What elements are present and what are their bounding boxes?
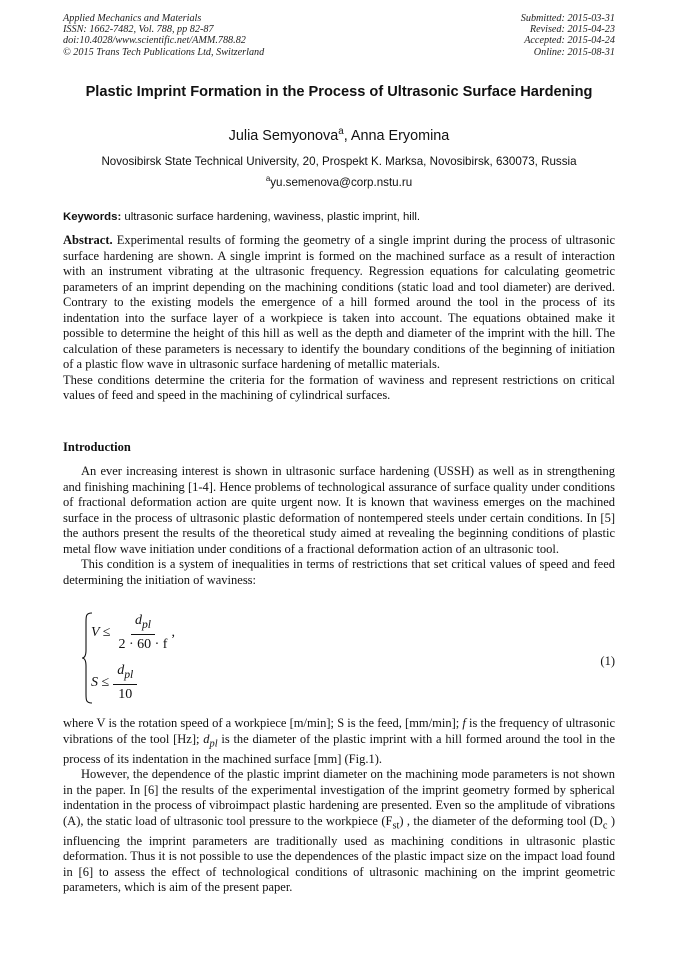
- affiliation-marker: a: [265, 174, 271, 184]
- subscript: pl: [209, 738, 218, 749]
- body-continued: [63, 716, 615, 896]
- journal-name: Applied Mechanics and Materials: [63, 13, 202, 24]
- paragraph: [63, 767, 615, 896]
- subscript: c: [602, 820, 608, 831]
- author-name: Anna Eryomina: [350, 128, 450, 144]
- equation-1: [63, 610, 615, 710]
- subscript: pl: [141, 617, 152, 631]
- text-run: is the frequency of ultrasonic vibrations of the tool [Hz];: [63, 716, 615, 746]
- affiliation-marker: a: [338, 126, 344, 138]
- journal-doi: doi:10.4028/www.scientific.net/AMM.788.82: [63, 35, 246, 47]
- text-run: where V is the rotation speed of a workpiece [m/min]; S is the feed, [mm/min];: [63, 716, 463, 730]
- fraction-denominator: 2 · 60 · f: [118, 636, 168, 652]
- keywords-label: Keywords:: [63, 211, 122, 223]
- section-heading: Introduction: [63, 440, 131, 454]
- equation-row-feed: [91, 662, 137, 704]
- fraction: [113, 662, 137, 704]
- keywords: [63, 211, 615, 223]
- symbol: d: [134, 613, 142, 628]
- text-run: is the diameter of the plastic imprint with a hill formed around the tool in the process of its indentation in the machined surface [mm] (Fig.1).: [63, 731, 615, 766]
- equation-row-speed: [91, 612, 175, 654]
- text-run: ) , the diameter of the deforming tool (D: [399, 813, 603, 828]
- keywords-text: ultrasonic surface hardening, waviness, plastic imprint, hill.: [121, 211, 421, 223]
- journal-copyright: © 2015 Trans Tech Publications Ltd, Switzerland: [63, 46, 265, 58]
- introduction-section: [63, 464, 615, 588]
- text-run: ) influencing the imprint parameters are traditionally used as machining conditions in ultrasonic plastic deformation. Thus it is not possible to use the dependences of the plastic impact size on the impact load found in [6] to assess the effect of technological conditions of ultrasonic machining on the imprint geometric parameters, which is aim of the present paper.: [63, 813, 615, 894]
- subscript: st: [392, 820, 400, 831]
- abstract-paragraph: [63, 233, 615, 373]
- date-online: Online: 2015-08-31: [533, 46, 615, 58]
- abstract-label: Abstract.: [63, 233, 113, 247]
- author-email: [63, 176, 615, 189]
- fraction-numerator: [131, 612, 155, 635]
- fraction-numerator: [113, 662, 137, 685]
- affiliation: Novosibirsk State Technical University, 20, Prospekt K. Marksa, Novosibirsk, 630073, Russia: [101, 155, 577, 168]
- symbol: d: [203, 731, 210, 746]
- journal-info: [63, 13, 264, 58]
- equation-lhs: V ≤: [91, 624, 111, 640]
- author-name: Julia Semyonova: [228, 128, 339, 144]
- subscript: pl: [124, 667, 134, 681]
- date-revised: Revised: 2015-04-23: [529, 24, 615, 36]
- paper-title: Plastic Imprint Formation in the Process of Ultrasonic Surface Hardening: [85, 84, 593, 100]
- abstract: [63, 233, 615, 404]
- date-accepted: Accepted: 2015-04-24: [524, 35, 615, 47]
- author-list: [63, 128, 615, 144]
- fraction: [114, 612, 171, 654]
- symbol: d: [117, 663, 125, 678]
- journal-issn: ISSN: 1662-7482, Vol. 788, pp 82-87: [63, 24, 214, 36]
- paragraph: An ever increasing interest is shown in ultrasonic surface hardening (USSH) as well as in strengthening and finishing machining [1-4]. Hence problems of technological assurance of surface quality under conditions of fractional deformation action are quite urgent now. It is known that waviness emerges on the machined surface in the process of ultrasonic plastic deformation of nontempered steels under certain conditions. In [5] the authors present the results of the theoretical study aimed at revealing the beginning conditions of plastic metal flow wave initiation under conditions of a fractional deformation action of an ultrasonic tool.: [63, 464, 615, 556]
- equation-lhs: S ≤: [91, 674, 110, 690]
- author-separator: ,: [343, 128, 351, 144]
- text-run: However, the dependence of the plastic imprint diameter on the machining mode parameters is not shown in the paper. In [6] the results of the experimental investigation of the imprint geometry formed by spherical indentation in the process of vibroimpact plastic hardening are presented. Even so the amplitude of vibrations (A), the static load of ultrasonic tool pressure to the workpiece (F: [63, 767, 615, 828]
- date-submitted: Submitted: 2015-03-31: [520, 13, 615, 24]
- fraction-denominator: 10: [118, 686, 133, 702]
- abstract-text: Experimental results of forming the geometry of a single imprint during the process of ultrasonic surface hardening are shown. A single imprint is formed on the machined surface as a result of interaction with an instrument vibrating at the ultrasonic frequency. Regression equations for calculating geometric parameters of an imprint depending on the machining conditions (static load and tool diameter) are derived. Contrary to the existing models the emergence of a hill formed around the tool in the process of its indentation into the surface layer of a workpiece is taken into account. The equations obtained make it possible to determine the height of this hill as well as the depth and diameter of the imprint with the hill. The calculation of these parameters is necessary to identify the boundary conditions of the beginning of initiation of a plastic flow wave in ultrasonic surface hardening of metallic materials.: [63, 233, 615, 371]
- symbol: f: [462, 716, 466, 730]
- equation-comma: ,: [171, 624, 175, 640]
- submission-dates: [521, 13, 615, 58]
- paragraph: [63, 716, 615, 767]
- equation-number: (1): [600, 654, 615, 668]
- abstract-paragraph: These conditions determine the criteria for the formation of waviness and represent restrictions on critical values of feed and speed in the machining of cylindrical surfaces.: [63, 372, 615, 402]
- paragraph: This condition is a system of inequalities in terms of restrictions that set critical values of speed and feed determining the initiation of waviness:: [63, 557, 615, 587]
- email-address: yu.semenova@corp.nstu.ru: [270, 176, 413, 189]
